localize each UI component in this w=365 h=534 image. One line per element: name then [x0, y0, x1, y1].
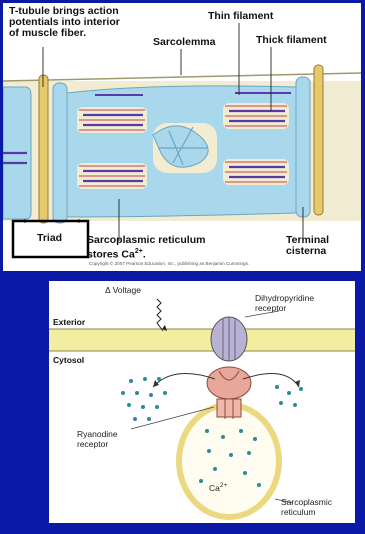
sarcoplasmic-reticulum-label: [87, 235, 205, 261]
ca-superscript: 2+: [219, 482, 228, 489]
ca-text: Ca: [209, 482, 220, 493]
cytosol-label: Cytosol: [53, 355, 85, 365]
t-tubule-label: T-tubule brings action potentials into interior of muscle fiber.: [9, 5, 120, 39]
sr-period: .: [142, 248, 146, 261]
thick-filament-label: Thick filament: [256, 34, 327, 46]
sr-text: Sarcoplasmic reticulum stores Ca: [87, 234, 206, 261]
terminal-cisterna-label: Terminal cisterna: [286, 234, 329, 257]
delta-voltage-label: Δ Voltage: [105, 285, 141, 295]
excitation-contraction-figure: [49, 281, 355, 523]
exterior-label: Exterior: [53, 317, 86, 327]
calcium-label: [209, 481, 227, 493]
ryanodine-receptor-head: [207, 367, 251, 399]
ca-release-arrow-left: [153, 374, 215, 387]
copyright-text: Copyright © 2007 Pearson Education, Inc., publishing as Benjamin Cummings.: [89, 261, 250, 266]
t-tubule-left: [39, 75, 48, 223]
receptor-diagram: [49, 281, 355, 523]
dihydropyridine-label: Dihydropyridine receptor: [255, 293, 315, 313]
thin-filament-label: Thin filament: [208, 10, 274, 22]
ryanodine-label: Ryanodine receptor: [77, 429, 118, 449]
t-tubule-right: [314, 65, 323, 215]
membrane-band: [49, 329, 355, 351]
terminal-cisterna-right: [296, 77, 310, 217]
ryanodine-channel: [217, 399, 241, 417]
triad-label: Triad: [37, 232, 63, 244]
sr-sac: [179, 405, 279, 517]
ca-release-arrowhead-left: [153, 380, 159, 387]
sr-superscript: 2+: [134, 248, 143, 255]
voltage-squiggle: [157, 299, 163, 331]
muscle-fiber-figure: [3, 3, 361, 271]
ca-release-arrow-right: [243, 374, 299, 387]
terminal-cisterna-left: [53, 83, 67, 223]
sarcolemma-label: Sarcolemma: [153, 36, 216, 48]
sarcoplasmic-reticulum-bottom-label: Sarcoplasmic reticulum: [281, 497, 333, 517]
